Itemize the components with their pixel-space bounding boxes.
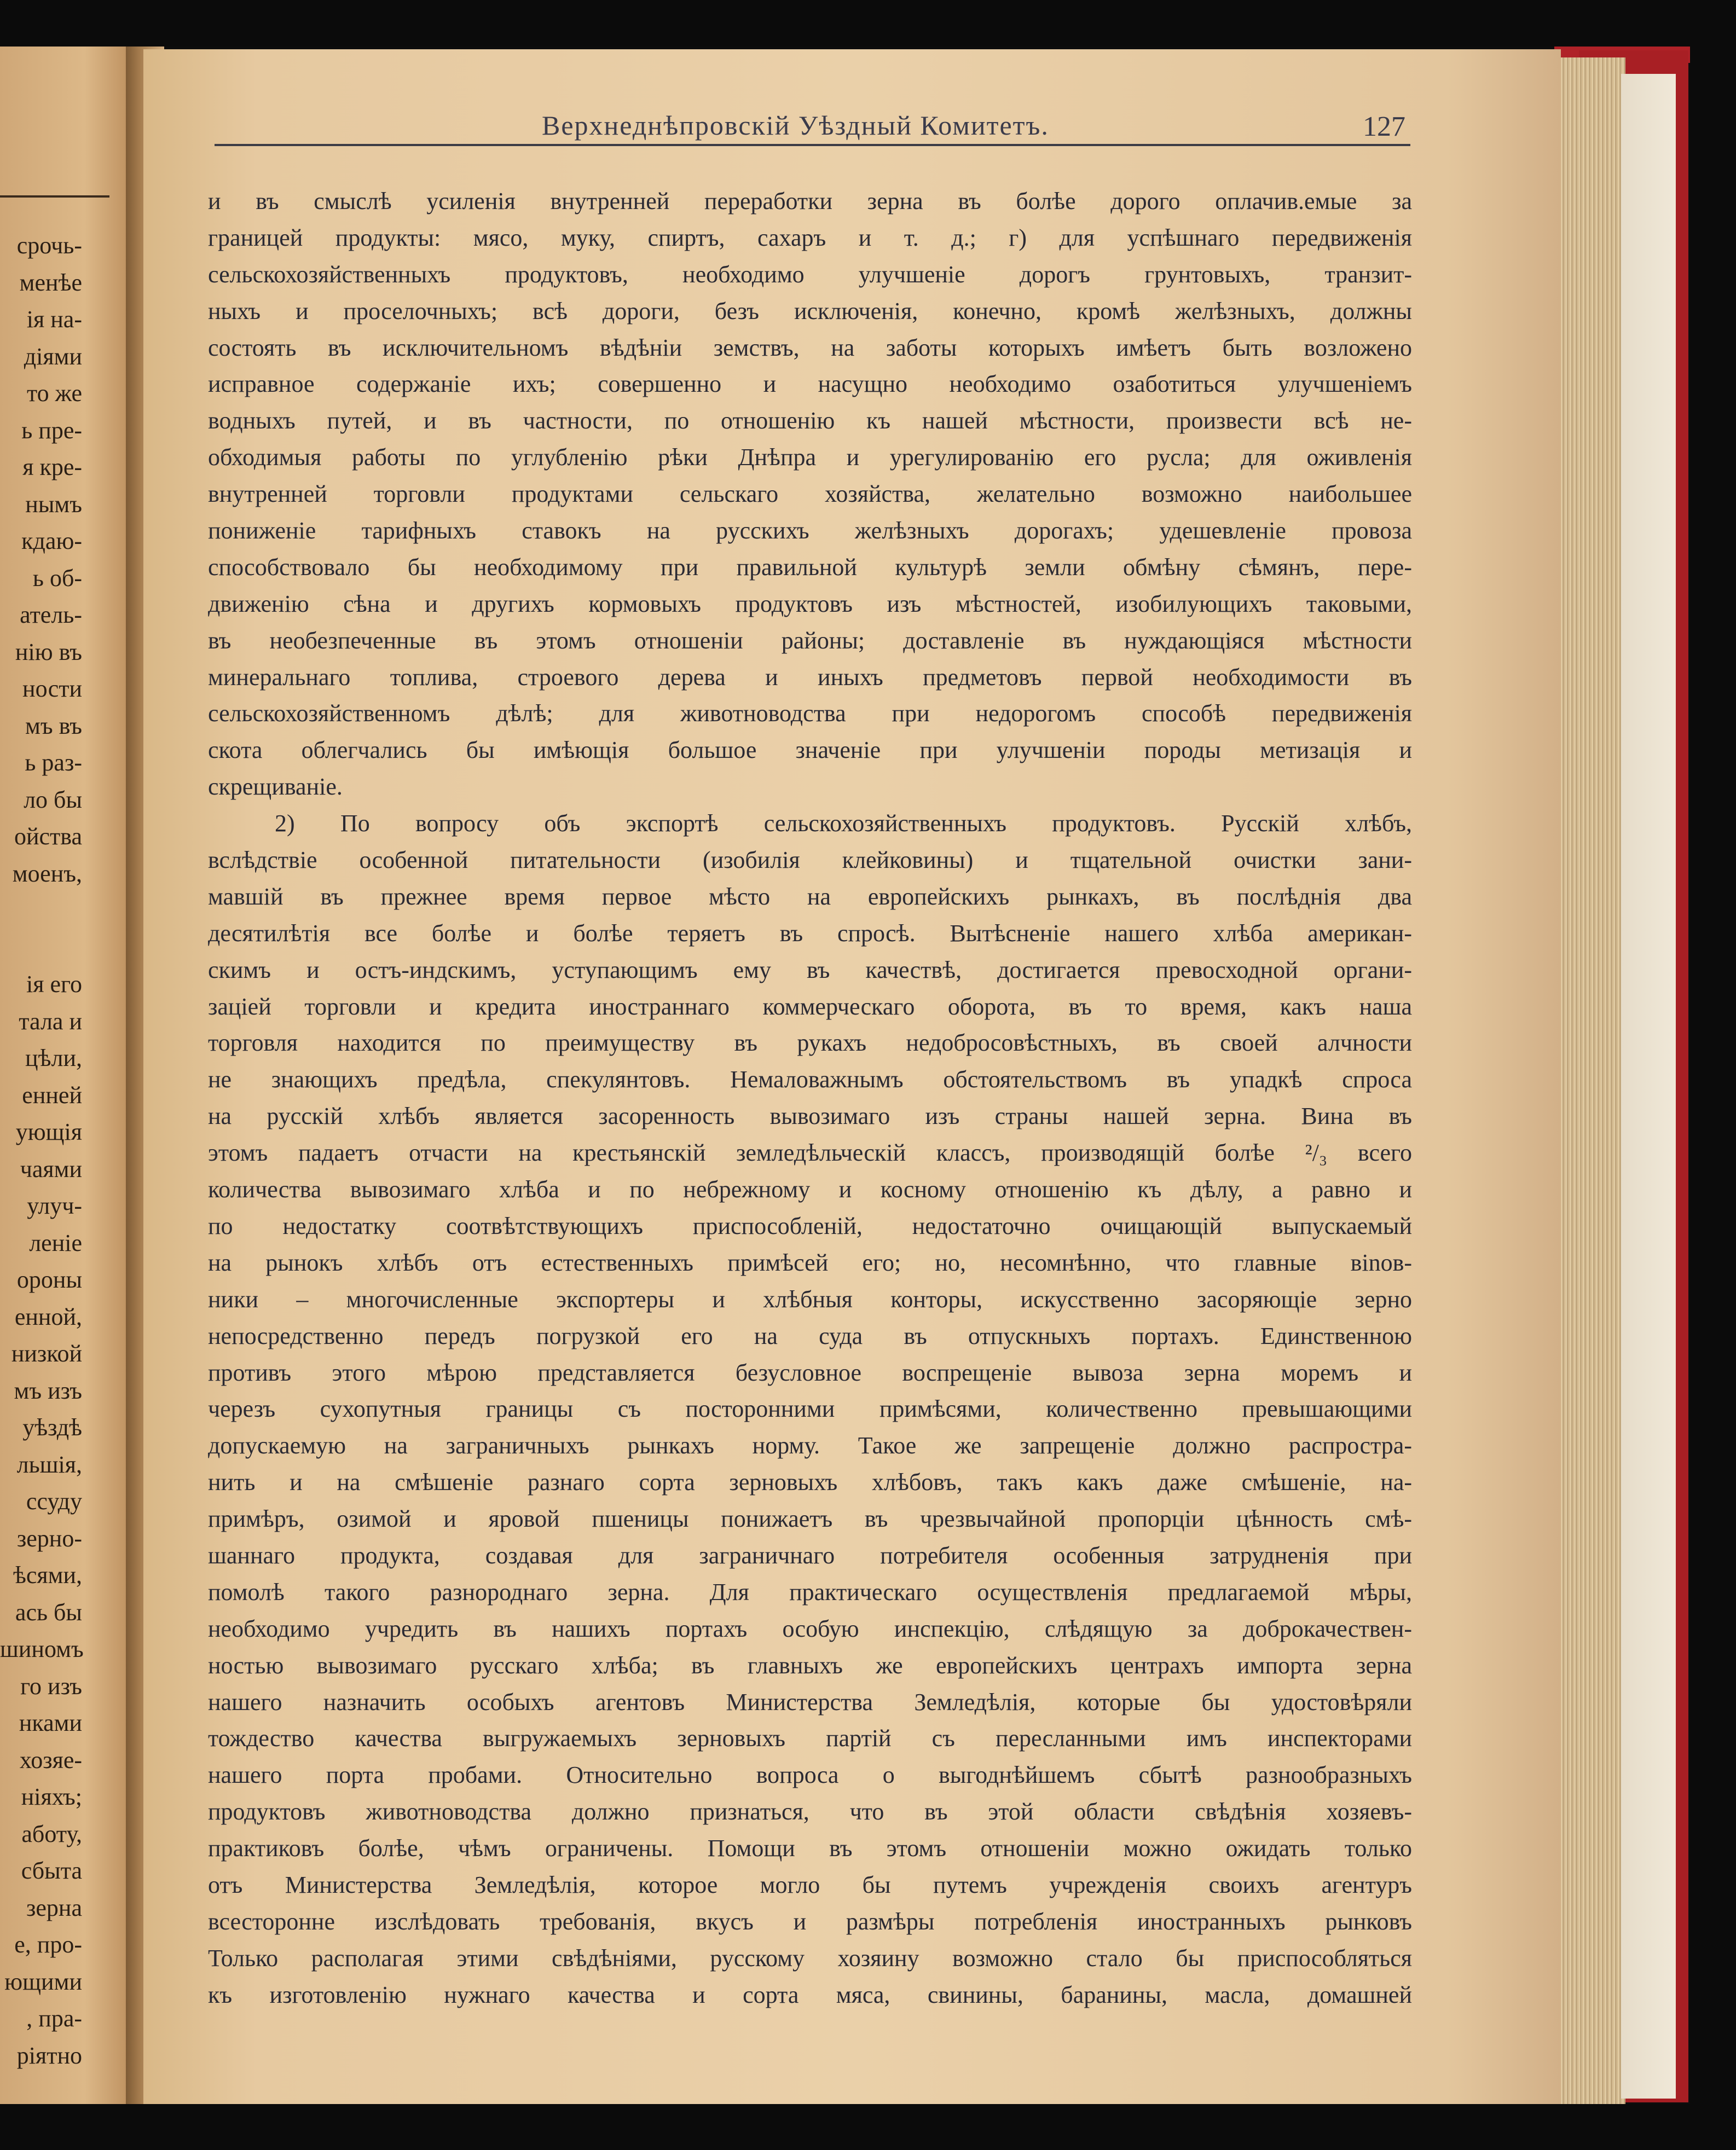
left-fragment: улуч- [27, 1192, 82, 1219]
text-line: исправное содержаніе ихъ; совершенно и насущно необходимо озаботиться улучшеніемъ [208, 370, 1412, 398]
left-fragment: ойства [14, 823, 82, 850]
text-line: мавшій въ прежнее время первое мѣсто на европейскихъ рынкахъ, въ послѣднія два [208, 883, 1412, 910]
text-line: по недостатку соотвѣтствующихъ приспособленій, недостаточно очищающій выпускаемый [208, 1212, 1412, 1239]
text-line: ныхъ и проселочныхъ; всѣ дороги, безъ исключенія, конечно, кромѣ желѣзныхъ, должны [208, 297, 1412, 324]
text-line: допускаемую на заграничныхъ рынкахъ норму. Такое же запрещеніе должно распростра- [208, 1432, 1412, 1459]
text-line: шаннаго продукта, создавая для заграничнаго потребителя особенныя затрудненія при [208, 1541, 1412, 1569]
text-line: заціей торговли и кредита иностраннаго коммерческаго оборота, въ то время, какъ наша [208, 993, 1412, 1020]
page-number: 127 [1363, 111, 1405, 142]
left-fragment: кдаю- [21, 528, 82, 554]
paragraph-start-line: 2) По вопросу объ экспортѣ сельскохозяйственныхъ продуктовъ. Русскій хлѣбъ, [275, 810, 1412, 837]
header-rule [215, 144, 1410, 146]
left-fragment: , пра- [26, 2005, 82, 2032]
text-line: необходимо учредить въ нашихъ портахъ особую инспекцію, слѣдящую за доброкачествен- [208, 1615, 1412, 1642]
text-line: границей продукты: мясо, муку, спиртъ, сахаръ и т. д.; г) для успѣшнаго передвиженія [208, 224, 1412, 251]
page-block-face [1621, 74, 1676, 2099]
left-fragment: ь раз- [25, 749, 82, 776]
left-fragment: е, про- [14, 1931, 82, 1958]
left-fragment: ло бы [24, 786, 82, 813]
left-fragment: аботу, [21, 1820, 82, 1847]
text-line: не знающихъ предѣла, спекулянтовъ. Немаловажнымъ обстоятельствомъ въ упадкѣ спроса [208, 1066, 1412, 1093]
scan-bottom-border [0, 2104, 1736, 2150]
text-line: черезъ сухопутныя границы съ посторонними примѣсями, количественно превышающими [208, 1395, 1412, 1423]
text-line: ностью вывозимаго русскаго хлѣба; въ главныхъ же европейскихъ центрахъ импорта зерна [208, 1651, 1412, 1679]
text-line: скимъ и остъ-индскимъ, уступающимъ ему въ качествѣ, достигается превосходной органи- [208, 956, 1412, 983]
left-fragment: чаями [20, 1155, 82, 1183]
text-line: и въ смыслѣ усиленія внутренней переработки зерна въ болѣе дорого оплачив.емые за [208, 188, 1412, 215]
left-fragment: льшія, [16, 1451, 82, 1478]
left-fragment: ь пре- [21, 416, 82, 444]
text-line: помолѣ такого разнороднаго зерна. Для практическаго осуществленія предлагаемой мѣры, [208, 1578, 1412, 1606]
left-fragment: ась бы [15, 1598, 82, 1626]
text-line: минеральнаго топлива, строевого дерева и иныхъ предметовъ первой необходимости въ [208, 663, 1412, 691]
text-line: движенію сѣна и другихъ кормовыхъ продуктовъ изъ мѣстностей, изобилующихъ таковыми, [208, 590, 1412, 617]
scan-top-border [0, 0, 1736, 47]
text-line: нить и на смѣшеніе разнаго сорта зерновыхъ хлѣбовъ, такъ какъ даже смѣшеніе, на- [208, 1469, 1412, 1496]
text-line: состоять въ исключительномъ вѣдѣніи земствъ, на заботы которыхъ имѣетъ быть возложено [208, 334, 1412, 361]
left-fragment: ь об- [32, 564, 82, 592]
text-line: въ необезпеченные въ этомъ отношеніи районы; доставленіе въ нуждающіяся мѣстности [208, 627, 1412, 654]
left-fragment [0, 929, 82, 966]
text-line: практиковъ болѣе, чѣмъ ограничены. Помощи въ этомъ отношеніи можно ожидать только [208, 1835, 1412, 1862]
left-fragment: ющими [4, 1968, 82, 1995]
text-line: сельскохозяйственномъ дѣлѣ; для животноводства при недорогомъ способѣ передвиженія [208, 700, 1412, 727]
text-line: сельскохозяйственныхъ продуктовъ, необходимо улучшеніе дорогъ грунтовыхъ, транзит- [208, 260, 1412, 288]
left-fragment: ленiе [29, 1229, 82, 1256]
text-line: водныхъ путей, и въ частности, по отношенію къ нашей мѣстности, произвести всѣ не- [208, 407, 1412, 434]
text-line: десятилѣтія все болѣе и болѣе теряетъ въ спросѣ. Вытѣсненіе нашего хлѣба американ- [208, 919, 1412, 947]
text-line: скота облегчались бы имѣющія большое значеніе при улучшеніи породы метизація и [208, 737, 1412, 764]
left-fragment [0, 892, 82, 929]
left-fragment: мъ въ [25, 712, 82, 739]
page-block-edges [1552, 57, 1625, 2104]
running-header: Верхнеднѣпровскій Уѣздный Комитетъ. [542, 110, 1049, 141]
left-fragment: моенъ, [12, 860, 82, 887]
left-fragment: тала и [19, 1007, 82, 1035]
text-line: количества вывозимаго хлѣба и по небрежному и косному отношенію къ дѣлу, а равно и [208, 1176, 1412, 1203]
left-fragment: шиномъ [0, 1636, 84, 1662]
left-page [0, 47, 141, 2104]
left-fragment: нымъ [25, 490, 82, 518]
left-page-text-fragments [0, 227, 82, 2074]
left-fragment: ніяхъ; [21, 1783, 82, 1810]
text-line: скрещиваніе. [208, 773, 343, 801]
left-fragment: ріятно [16, 2042, 82, 2069]
left-fragment: нками [19, 1709, 82, 1736]
left-fragment: атель- [20, 601, 82, 628]
text-line: нашего порта пробами. Относительно вопроса о выгоднѣйшемъ сбытѣ разнообразныхъ [208, 1761, 1412, 1789]
left-fragment: зерна [26, 1894, 82, 1921]
left-fragment: уѣздѣ [22, 1414, 82, 1441]
text-line: непосредственно передъ погрузкой его на суда въ отпускныхъ портахъ. Единственною [208, 1322, 1412, 1349]
text-line: пониженіе тарифныхъ ставокъ на русскихъ желѣзныхъ дорогахъ; удешевленіе провоза [208, 517, 1412, 544]
left-fragment: ороны [16, 1266, 82, 1293]
left-fragment: ія его [26, 971, 82, 998]
text-line: Только располагая этими свѣдѣніями, русскому хозяину возможно стало бы приспособляться [208, 1944, 1412, 1972]
left-fragment: срочь- [16, 232, 82, 259]
text-line: способствовало бы необходимому при правильной культурѣ земли обмѣну сѣмянъ, пере- [208, 553, 1412, 581]
left-fragment: мъ изъ [14, 1377, 82, 1404]
left-fragment: енной, [14, 1303, 82, 1330]
text-line: внутренней торговли продуктами сельскаго хозяйства, желательно возможно наибольшее [208, 480, 1412, 508]
left-fragment: хозяе- [19, 1746, 82, 1774]
text-line: торговля находится по преимуществу въ рукахъ недобросовѣстныхъ, въ своей алчности [208, 1029, 1412, 1057]
left-fragment: то же [27, 380, 82, 407]
left-fragment: го изъ [20, 1672, 82, 1700]
text-line: продуктовъ животноводства должно признаться, что въ этой области свѣдѣнія хозяевъ- [208, 1798, 1412, 1826]
left-fragment: зерно- [16, 1525, 82, 1552]
left-fragment: енней [22, 1081, 82, 1109]
left-fragment: ующія [15, 1119, 82, 1145]
text-line: ники – многочисленные экспортеры и хлѣбныя конторы, искусственно засоряющіе зерно [208, 1285, 1412, 1313]
left-fragment: нію въ [15, 638, 82, 665]
text-line: обходимыя работы по углубленію рѣки Днѣпра и урегулированію его русла; для оживленія [208, 444, 1412, 471]
text-line: нашего назначить особыхъ агентовъ Министерства Земледѣлія, которые бы удостовѣряли [208, 1688, 1412, 1716]
left-fragment: цѣли, [25, 1045, 82, 1071]
scan-right-border [1690, 47, 1736, 2104]
text-line: всесторонне изслѣдовать требованія, вкусъ и размѣры потребленія иностранныхъ рынковъ [208, 1908, 1412, 1935]
left-fragment: ссуду [26, 1488, 82, 1515]
text-line: тождество качества выгружаемыхъ зерновыхъ партій съ пересланными имъ инспекторами [208, 1725, 1412, 1752]
left-fragment: я кре- [22, 454, 82, 480]
left-fragment: ѣсями, [13, 1562, 82, 1589]
text-line: къ изготовленію нужнаго качества и сорта мяса, свинины, баранины, масла, домашней [208, 1981, 1412, 2008]
text-line: этомъ падаетъ отчасти на крестьянскій земледѣльческій классъ, производящій болѣе ²/₃ всего [208, 1139, 1412, 1167]
body-text [208, 183, 1412, 2014]
left-page-header-rule [0, 195, 109, 198]
text-line: примѣръ, озимой и яровой пшеницы понижаетъ въ чрезвычайной пропорціи цѣнность смѣ- [208, 1505, 1412, 1533]
text-line: на рынокъ хлѣбъ отъ естественныхъ примѣсей его; но, несомнѣнно, что главные вinов- [208, 1249, 1412, 1276]
left-fragment: ности [22, 675, 82, 702]
text-line: вслѣдствіе особенной питательности (изобилія клейковины) и тщательной очистки зани- [208, 847, 1412, 874]
left-fragment: низкой [11, 1340, 82, 1367]
text-line: на русскій хлѣбъ является засоренность вывозимаго изъ страны нашей зерна. Вина въ [208, 1103, 1412, 1130]
left-fragment: діями [24, 343, 82, 370]
left-fragment: ія на- [26, 306, 82, 333]
left-fragment: сбыта [21, 1857, 82, 1884]
left-fragment: менѣе [19, 269, 82, 296]
text-line: отъ Министерства Земледѣлія, которое могло бы путемъ учрежденія своихъ агентуръ [208, 1871, 1412, 1898]
text-line: противъ этого мѣрою представляется безусловное воспрещеніе вывоза зерна моремъ и [208, 1359, 1412, 1386]
